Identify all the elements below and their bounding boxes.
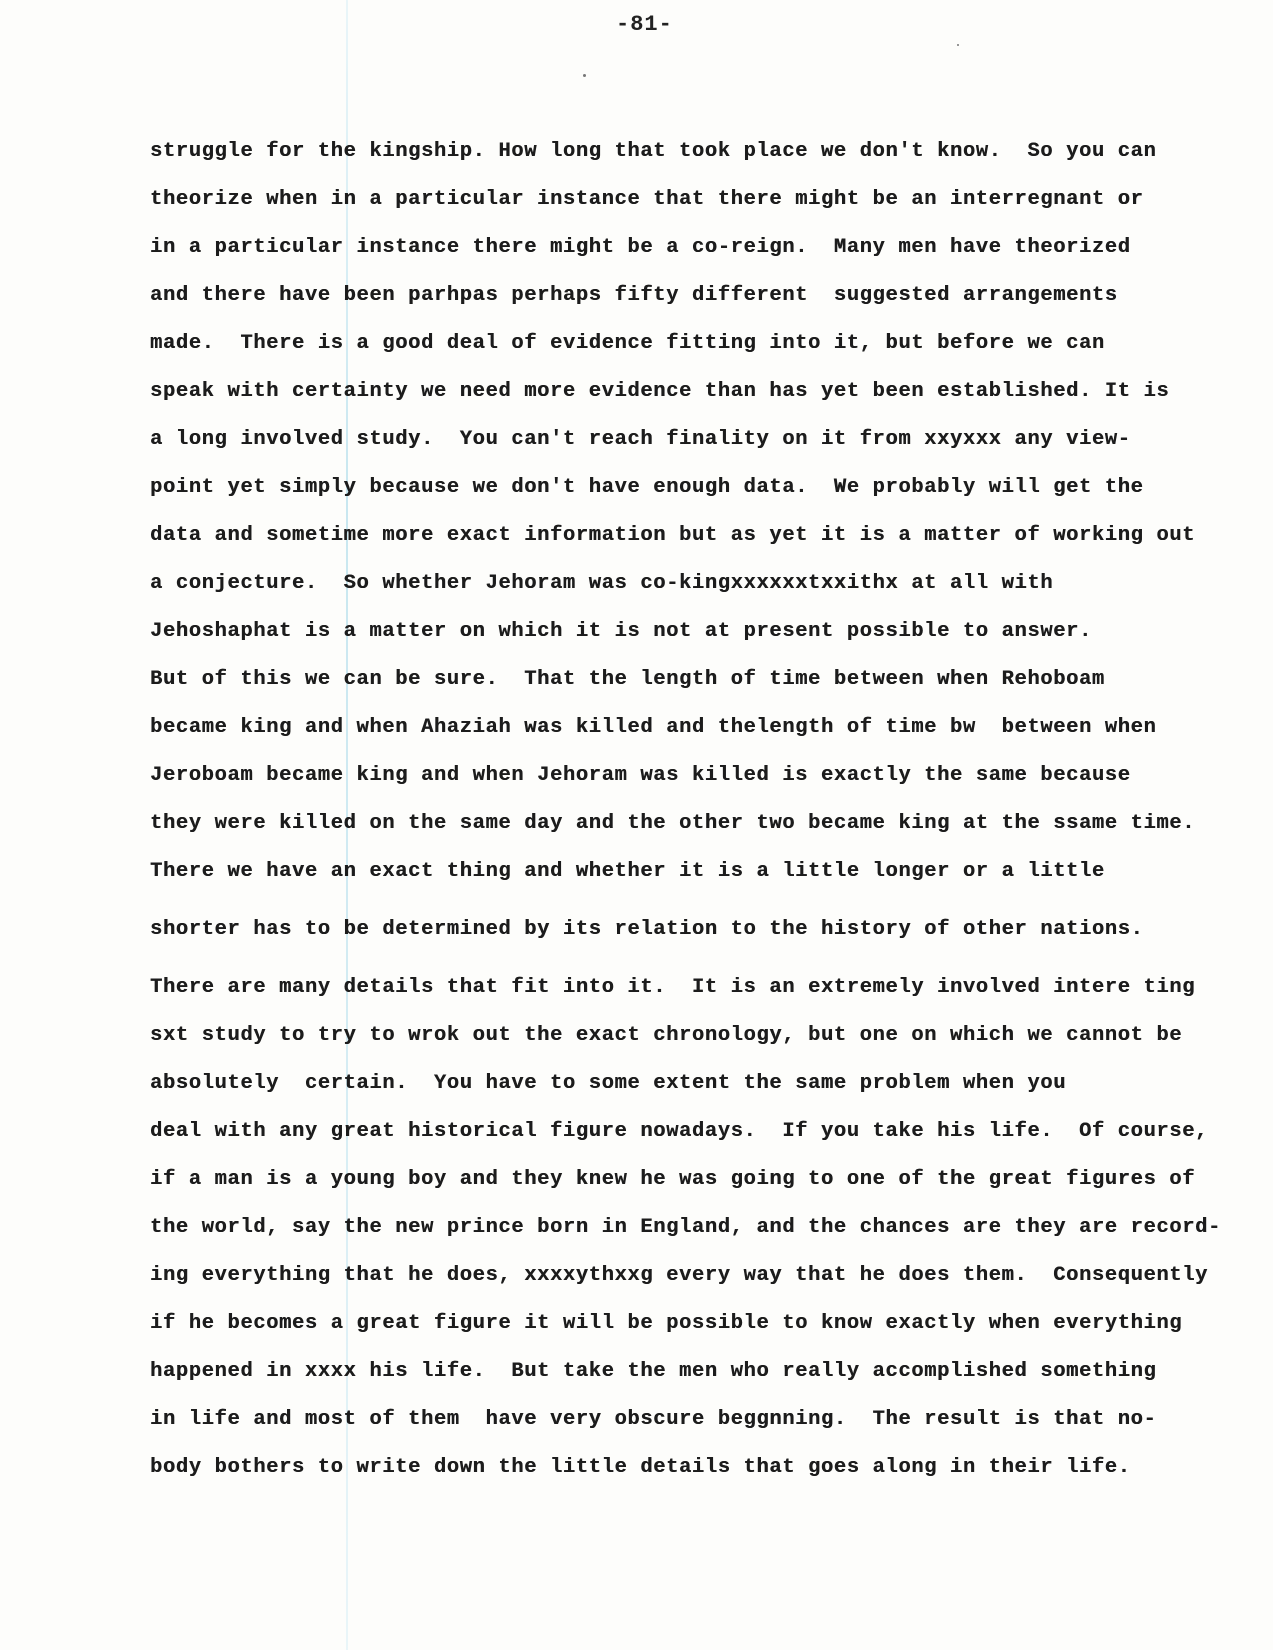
text-line: struggle for the kingship. How long that took place we don't know. So you can	[150, 140, 1157, 163]
text-line: But of this we can be sure. That the length of time between when Rehoboam	[150, 668, 1105, 691]
paper-speck	[957, 44, 959, 46]
text-line: if he becomes a great figure it will be possible to know exactly when everything	[150, 1312, 1183, 1335]
text-line: ing everything that he does, xxxxythxxg every way that he does them. Consequently	[150, 1264, 1208, 1287]
text-line: and there have been parhpas perhaps fifty different suggested arrangements	[150, 284, 1118, 307]
text-line: a conjecture. So whether Jehoram was co-kingxxxxxxtxxithx at all with	[150, 572, 1054, 595]
text-line: deal with any great historical figure nowadays. If you take his life. Of course,	[150, 1120, 1208, 1143]
paper-speck	[583, 74, 586, 77]
text-line: point yet simply because we don't have enough data. We probably will get the	[150, 476, 1144, 499]
text-line: in a particular instance there might be a co-reign. Many men have theorized	[150, 236, 1131, 259]
text-line: absolutely certain. You have to some extent the same problem when you	[150, 1072, 1067, 1095]
text-line: speak with certainty we need more evidence than has yet been established. It is	[150, 380, 1170, 403]
text-line: happened in xxxx his life. But take the men who really accomplished something	[150, 1360, 1157, 1383]
text-line: Jeroboam became king and when Jehoram was killed is exactly the same because	[150, 764, 1131, 787]
text-line: if a man is a young boy and they knew he was going to one of the great figures of	[150, 1168, 1196, 1191]
text-line: in life and most of them have very obscure beggnning. The result is that no-	[150, 1408, 1157, 1431]
text-line: they were killed on the same day and the other two became king at the ssame time.	[150, 812, 1196, 835]
page-number: -81-	[616, 12, 673, 37]
text-line: theorize when in a particular instance that there might be an interregnant or	[150, 188, 1144, 211]
text-line: a long involved study. You can't reach finality on it from xxyxxx any view-	[150, 428, 1131, 451]
text-line: There we have an exact thing and whether it is a little longer or a little	[150, 860, 1105, 883]
text-line: There are many details that fit into it. It is an extremely involved intere ting	[150, 976, 1196, 999]
body-text	[150, 140, 1221, 1504]
text-line: the world, say the new prince born in England, and the chances are they are record-	[150, 1216, 1221, 1239]
text-line: Jehoshaphat is a matter on which it is not at present possible to answer.	[150, 620, 1092, 643]
text-line: data and sometime more exact information but as yet it is a matter of working out	[150, 524, 1196, 547]
text-line: body bothers to write down the little details that goes along in their life.	[150, 1456, 1131, 1479]
text-line: shorter has to be determined by its relation to the history of other nations.	[150, 918, 1144, 941]
text-line: sxt study to try to wrok out the exact chronology, but one on which we cannot be	[150, 1024, 1183, 1047]
text-line: became king and when Ahaziah was killed and thelength of time bw between when	[150, 716, 1157, 739]
text-line: made. There is a good deal of evidence fitting into it, but before we can	[150, 332, 1105, 355]
